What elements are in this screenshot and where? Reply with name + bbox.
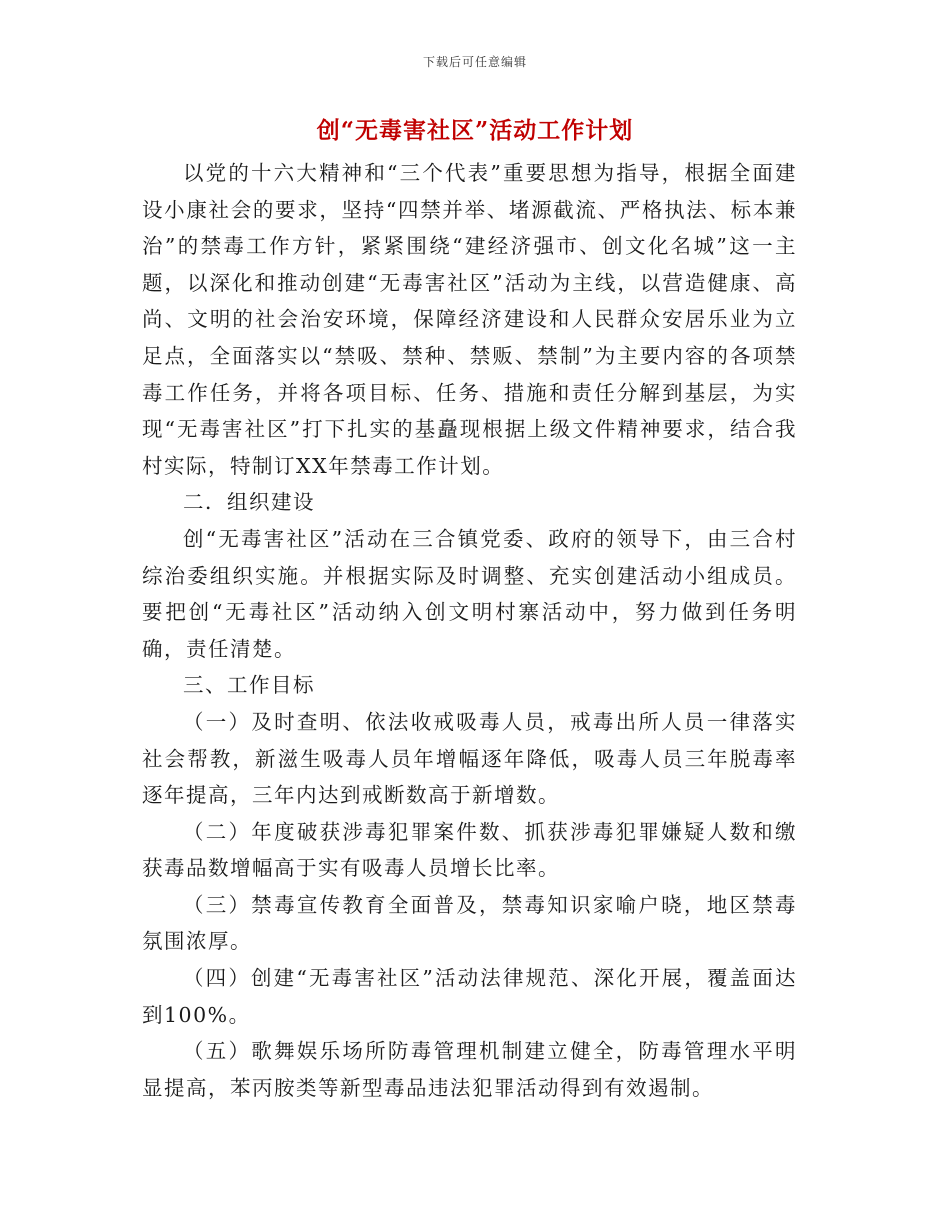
organization-paragraph: 创“无毒害社区”活动在三合镇党委、政府的领导下，由三合村综治委组织实施。并根据实际及时调整、充实创建活动小组成员。要把创“无毒社区”活动纳入创文明村寨活动中，努力做到任务明确，责任清楚。 — [142, 526, 797, 661]
header-note: 下载后可任意编辑 — [422, 55, 527, 69]
section-heading-goals: 三、工作目标 — [183, 673, 315, 698]
document-title: 创“无毒害社区”活动工作计划 — [316, 117, 634, 144]
goal-item-2: （二）年度破获涉毒犯罪案件数、抓获涉毒犯罪嫌疑人数和缴获毒品数增幅高于实有吸毒人员增长比率。 — [142, 819, 797, 881]
goal-item-3: （三）禁毒宣传教育全面普及，禁毒知识家喻户晓，地区禁毒氛围浓厚。 — [142, 892, 797, 954]
document-body — [142, 155, 797, 1106]
section-heading-organization: 二．组织建设 — [183, 490, 315, 515]
goal-item-1: （一）及时查明、依法收戒吸毒人员，戒毒出所人员一律落实社会帮教，新滋生吸毒人员年增幅逐年降低，吸毒人员三年脱毒率逐年提高，三年内达到戒断数高于新增数。 — [142, 709, 797, 808]
intro-paragraph: 以党的十六大精神和“三个代表”重要思想为指导，根据全面建设小康社会的要求，坚持“四禁并举、堵源截流、严格执法、标本兼治”的禁毒工作方针，紧紧围绕“建经济强市、创文化名城”这一主题，以深化和推动创建“无毒害社区”活动为主线，以营造健康、高尚、文明的社会治安环境，保障经济建设和人民群众安居乐业为立足点，全面落实以“禁吸、禁种、禁贩、禁制”为主要内容的各项禁毒工作任务，并将各项目标、任务、措施和责任分解到基层，为实现“无毒害社区”打下扎实的基矗现根据上级文件精神要求，结合我村实际，特制订XX年禁毒工作计划。 — [142, 161, 797, 478]
goal-item-5: （五）歌舞娱乐场所防毒管理机制建立健全，防毒管理水平明显提高，苯丙胺类等新型毒品违法犯罪活动得到有效遏制。 — [142, 1039, 797, 1100]
goal-item-4: （四）创建“无毒害社区”活动法律规范、深化开展，覆盖面达到100%。 — [142, 966, 797, 1027]
